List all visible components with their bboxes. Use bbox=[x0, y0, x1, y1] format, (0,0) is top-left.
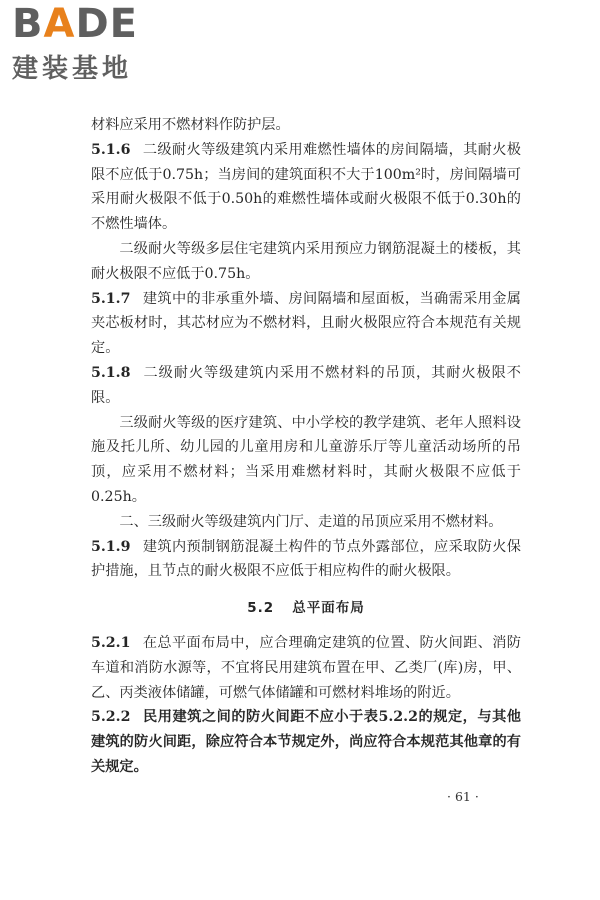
clause-number: 5.1.9 bbox=[91, 538, 131, 555]
paragraph-continuation: 材料应采用不燃材料作防护层。 bbox=[91, 117, 290, 133]
section-title-text: 总平面布局 bbox=[292, 600, 365, 617]
clause-text: 二级耐火等级建筑内采用不燃材料的吊顶，其耐火极限不限。 bbox=[91, 364, 521, 406]
clause-5-1-7 bbox=[91, 287, 521, 361]
logo-accent-letter: A bbox=[43, 1, 76, 47]
clause-5-1-8 bbox=[91, 361, 521, 411]
paragraph: 二级耐火等级多层住宅建筑内采用预应力钢筋混凝土的楼板，其耐火极限不应低于0.75h。 bbox=[91, 240, 521, 282]
clause-number: 5.1.6 bbox=[91, 141, 131, 158]
bade-logo bbox=[12, 1, 177, 94]
clause-5-2-2 bbox=[91, 705, 521, 779]
section-heading bbox=[91, 596, 521, 621]
logo-wordmark: BADE bbox=[12, 1, 138, 47]
logo-subtitle: 建装基地 bbox=[12, 54, 133, 84]
section-number: 5.2 bbox=[247, 600, 275, 617]
document-body bbox=[91, 113, 521, 780]
clause-number: 5.1.8 bbox=[91, 364, 131, 381]
clause-5-1-9 bbox=[91, 535, 521, 585]
paragraph: 三级耐火等级的医疗建筑、中小学校的教学建筑、老年人照料设施及托儿所、幼儿园的儿童用房和儿童游乐厅等儿童活动场所的吊顶，应采用不燃材料；当采用难燃材料时，其耐火极限不应低于0.25h。 bbox=[91, 414, 521, 505]
clause-5-2-1 bbox=[91, 631, 521, 705]
clause-text: 二级耐火等级建筑内采用难燃性墙体的房间隔墙，其耐火极限不应低于0.75h；当房间的建筑面积不大于100m²时，房间隔墙可采用耐火极限不低于0.50h的难燃性墙体或耐火极限不低于0.30h的不燃性墙体。 bbox=[91, 141, 521, 233]
paragraph: 二、三级耐火等级建筑内门厅、走道的吊顶应采用不燃材料。 bbox=[119, 513, 503, 530]
clause-text: 建筑中的非承重外墙、房间隔墙和屋面板，当确需采用金属夹芯板材时，其芯材应为不燃材料，且耐火极限应符合本规范有关规定。 bbox=[91, 290, 521, 357]
clause-number: 5.2.1 bbox=[91, 634, 131, 651]
clause-number: 5.2.2 bbox=[91, 709, 131, 726]
page-number: · 61 · bbox=[447, 789, 479, 804]
clause-5-1-6 bbox=[91, 138, 521, 237]
clause-text: 在总平面布局中，应合理确定建筑的位置、防火间距、消防车道和消防水源等，不宜将民用建筑布置在甲、乙类厂(库)房，甲、乙、丙类液体储罐，可燃气体储罐和可燃材料堆场的附近。 bbox=[91, 634, 521, 701]
clause-text: 建筑内预制钢筋混凝土构件的节点外露部位，应采取防火保护措施，且节点的耐火极限不应低于相应构件的耐火极限。 bbox=[91, 538, 521, 580]
clause-number: 5.1.7 bbox=[91, 290, 131, 307]
clause-text: 民用建筑之间的防火间距不应小于表5.2.2的规定，与其他建筑的防火间距，除应符合本节规定外，尚应符合本规范其他章的有关规定。 bbox=[91, 709, 521, 775]
